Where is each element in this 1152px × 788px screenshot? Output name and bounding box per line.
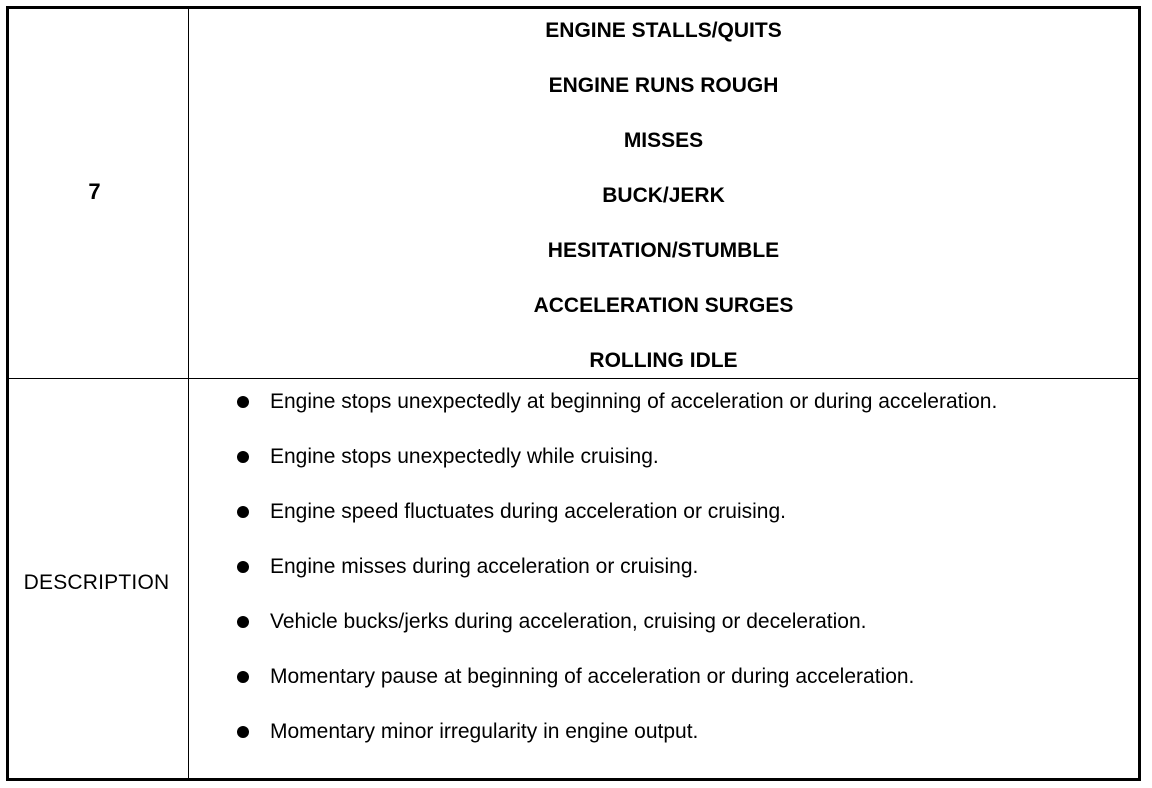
symptom-item: ROLLING IDLE [589, 349, 738, 372]
description-row [9, 379, 1138, 778]
description-text: Vehicle bucks/jerks during acceleration, cruising or deceleration. [270, 610, 867, 633]
description-item [235, 717, 1078, 747]
symptoms-cell [189, 9, 1138, 378]
symptom-table [6, 6, 1141, 781]
symptom-item: ENGINE RUNS ROUGH [548, 74, 779, 97]
bullet-icon [237, 671, 249, 683]
description-item [235, 497, 1078, 527]
description-list [235, 387, 1078, 747]
description-text: Engine stops unexpectedly while cruising. [270, 445, 659, 468]
description-text: Momentary pause at beginning of acceleration or during acceleration. [270, 665, 915, 688]
description-label-cell [9, 379, 189, 778]
bullet-icon [237, 451, 249, 463]
bullet-icon [237, 506, 249, 518]
symptom-item: HESITATION/STUMBLE [547, 239, 780, 262]
bullet-icon [237, 726, 249, 738]
description-item [235, 662, 1078, 692]
description-text: Engine stops unexpectedly at beginning of acceleration or during acceleration. [270, 390, 998, 413]
description-item [235, 387, 1078, 417]
description-cell [189, 379, 1138, 778]
symptom-item: ACCELERATION SURGES [533, 294, 794, 317]
symptom-item: BUCK/JERK [602, 184, 725, 207]
symptom-item: ENGINE STALLS/QUITS [545, 19, 782, 42]
description-text: Momentary minor irregularity in engine output. [270, 720, 699, 743]
description-text: Engine misses during acceleration or cruising. [270, 555, 699, 578]
symptom-item: MISSES [623, 129, 704, 152]
symptom-row [9, 9, 1138, 379]
description-item [235, 607, 1078, 637]
code-cell [9, 9, 189, 378]
description-item [235, 442, 1078, 472]
description-item [235, 552, 1078, 582]
description-label: DESCRIPTION [23, 570, 170, 594]
description-text: Engine speed fluctuates during acceleration or cruising. [270, 500, 786, 523]
symptom-list [189, 17, 1138, 402]
bullet-icon [237, 561, 249, 573]
code-number: 7 [88, 178, 101, 204]
bullet-icon [237, 616, 249, 628]
bullet-icon [237, 396, 249, 408]
